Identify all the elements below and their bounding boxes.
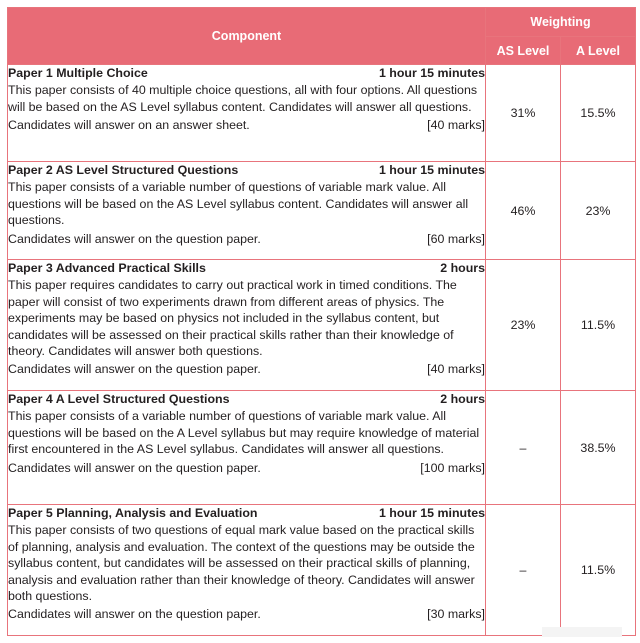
as-level-header: AS Level — [486, 37, 561, 65]
paper-5-cell — [8, 505, 486, 636]
answer-mode: Candidates will answer on the question paper. — [8, 460, 261, 475]
paper-name: Paper 5 Planning, Analysis and Evaluation — [8, 506, 258, 520]
paper-description: This paper consists of a variable number of questions of variable mark value. All questions will be based on the AS Level syllabus content. Candidates will answer all questions. — [8, 180, 469, 228]
paper-name: Paper 3 Advanced Practical Skills — [8, 261, 206, 275]
answer-mode: Candidates will answer on an answer sheet. — [8, 118, 250, 133]
paper-duration: 1 hour 15 minutes — [378, 66, 485, 80]
answer-mode: Candidates will answer on the question paper. — [8, 607, 261, 622]
table-row — [8, 505, 636, 636]
a-level-header: A Level — [561, 37, 636, 65]
table-row — [8, 391, 636, 505]
paper-marks: [60 marks] — [427, 231, 485, 246]
paper-duration: 1 hour 15 minutes — [378, 506, 485, 520]
paper-name: Paper 2 AS Level Structured Questions — [8, 163, 239, 177]
table-row — [8, 65, 636, 162]
as-weight: – — [486, 391, 561, 505]
table-header — [8, 8, 636, 65]
paper-3-cell — [8, 260, 486, 391]
answer-mode: Candidates will answer on the question paper. — [8, 231, 261, 246]
a-weight: 23% — [561, 162, 636, 260]
paper-1-cell — [8, 65, 486, 162]
table-row — [8, 162, 636, 260]
paper-description: This paper consists of 40 multiple choice questions, all with four options. All questions will be based on the AS Level syllabus content. Candidates will answer all questions. — [8, 83, 478, 114]
paper-duration: 2 hours — [440, 392, 485, 406]
paper-name: Paper 4 A Level Structured Questions — [8, 392, 230, 406]
paper-marks: [30 marks] — [427, 607, 485, 622]
paper-marks: [100 marks] — [420, 460, 485, 475]
paper-description: This paper consists of two questions of equal mark value based on the practical skills of planning, analysis and evaluation. The context of the questions may be outside the syllabus content, but candidates will be assessed on their practical skills of planning, analysis and evaluation rather than their knowledge of theory. Candidates will answer both questions. — [8, 523, 475, 604]
paper-name: Paper 1 Multiple Choice — [8, 66, 148, 80]
a-weight: 38.5% — [561, 391, 636, 505]
paper-marks: [40 marks] — [427, 362, 485, 377]
answer-mode: Candidates will answer on the question paper. — [8, 362, 261, 377]
paper-description: This paper requires candidates to carry out practical work in timed conditions. The paper will consist of two experiments drawn from different areas of physics. The experiments may be based on physics not included in the syllabus content, but candidates will be assessed on their practical skills rather than their knowledge of theory. Candidates will answer both questions. — [8, 278, 457, 359]
paper-4-cell — [8, 391, 486, 505]
paper-2-cell — [8, 162, 486, 260]
a-weight: 15.5% — [561, 65, 636, 162]
assessment-table — [7, 7, 636, 636]
as-weight: 31% — [486, 65, 561, 162]
paper-marks: [40 marks] — [427, 118, 485, 133]
table-row — [8, 260, 636, 391]
component-header: Component — [8, 8, 486, 65]
a-weight: 11.5% — [561, 260, 636, 391]
corner-watermark — [542, 627, 622, 637]
as-weight: 23% — [486, 260, 561, 391]
paper-duration: 1 hour 15 minutes — [378, 163, 485, 177]
as-weight: 46% — [486, 162, 561, 260]
as-weight: – — [486, 505, 561, 636]
a-weight: 11.5% — [561, 505, 636, 636]
paper-description: This paper consists of a variable number of questions of variable mark value. All questions will be based on the A Level syllabus but may require knowledge of material first encountered in the AS Level syllabus. Candidates will answer all questions. — [8, 409, 480, 457]
weighting-header: Weighting — [486, 8, 636, 37]
paper-duration: 2 hours — [440, 261, 485, 275]
